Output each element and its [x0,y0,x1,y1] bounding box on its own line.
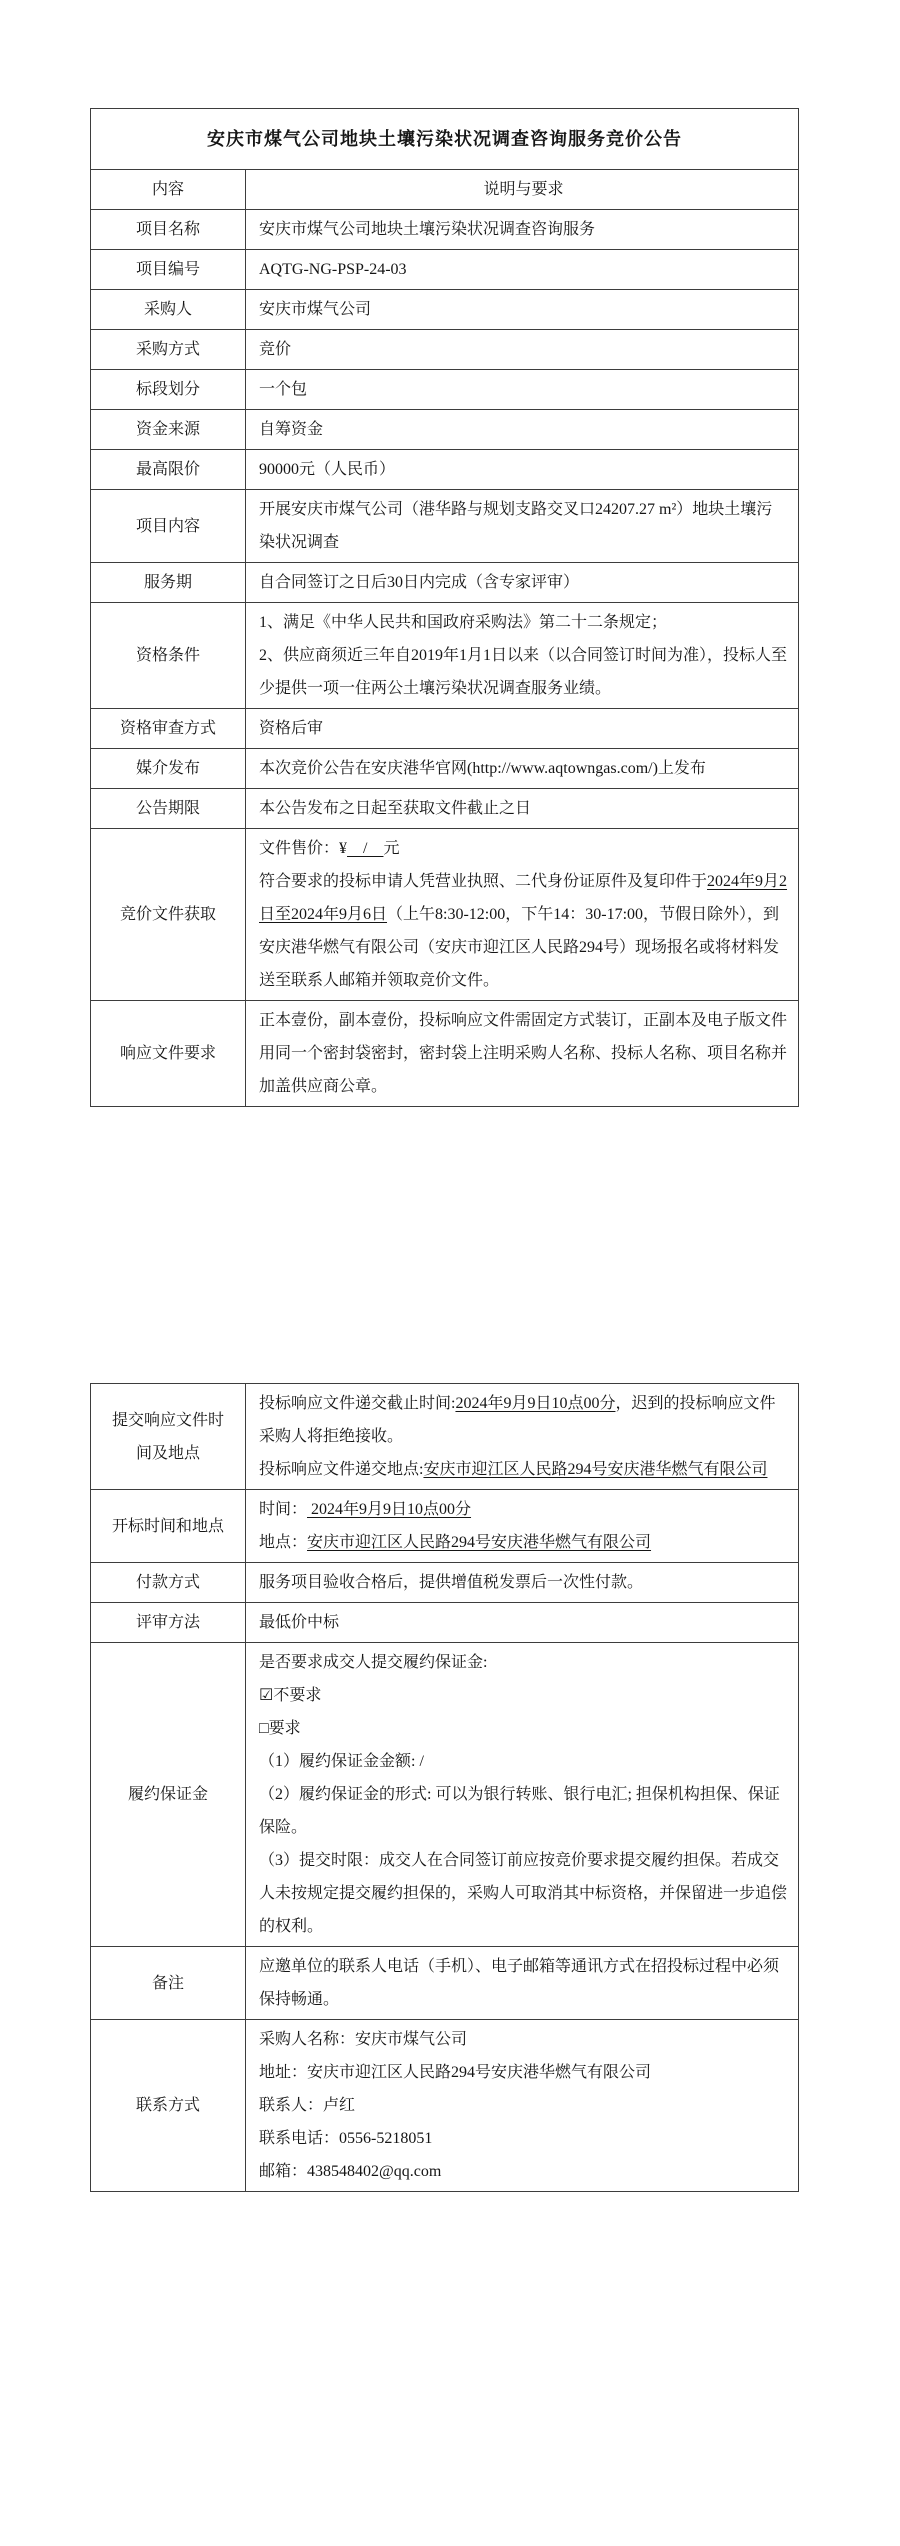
row-label: 项目编号 [91,250,246,290]
row-label: 采购方式 [91,330,246,370]
text-segment: 开展安庆市煤气公司（港华路与规划支路交叉口24207.27 m²）地块土壤污染状况调查 [259,501,773,551]
value-paragraph [259,1646,788,1679]
text-segment: 时间： [259,1501,308,1518]
text-segment: 是否要求成交人提交履约保证金: [259,1654,488,1671]
row-value [246,789,799,829]
row-label: 联系方式 [91,2020,246,2192]
text-segment: 地址：安庆市迎江区人民路294号安庆港华燃气有限公司 [259,2064,652,2081]
table-row [91,1001,799,1107]
row-label: 标段划分 [91,370,246,410]
checkbox-checked-icon: ☑ [259,1687,274,1704]
row-label: 竞价文件获取 [91,829,246,1001]
table-row [91,1603,799,1643]
value-paragraph [259,1679,788,1712]
value-paragraph [259,493,788,559]
row-value [246,170,799,210]
text-segment: 采购人名称：安庆市煤气公司 [259,2031,468,2048]
row-value [246,370,799,410]
text-segment: 联系人：卢红 [259,2097,356,2114]
document-title: 安庆市煤气公司地块土壤污染状况调查咨询服务竞价公告 [91,109,799,170]
text-segment: （3）提交时限：成交人在合同签订前应按竞价要求提交履约担保。若成交人未按规定提交履约担保的，采购人可取消其中标资格，并保留进一步追偿的权利。 [259,1852,788,1935]
table-row [91,709,799,749]
row-value [246,290,799,330]
row-value [246,250,799,290]
row-value [246,1603,799,1643]
document-title-row [91,109,799,170]
value-paragraph [259,213,788,246]
value-paragraph [259,373,788,406]
row-value [246,410,799,450]
text-segment: AQTG-NG-PSP-24-03 [259,261,407,278]
row-label: 资格条件 [91,603,246,709]
text-segment: 说明与要求 [483,181,564,198]
underlined-text: / [347,840,384,857]
table-row [91,490,799,563]
value-paragraph [259,1387,788,1453]
value-paragraph [259,2089,788,2122]
text-segment: 自合同签订之日后30日内完成（含专家评审） [259,574,580,591]
table-row [91,250,799,290]
text-segment: 资格后审 [259,720,324,737]
row-label: 备注 [91,1947,246,2020]
row-value [246,563,799,603]
value-paragraph [259,2122,788,2155]
table-row [91,789,799,829]
row-label: 资金来源 [91,410,246,450]
table-row [91,1643,799,1947]
text-segment: 邮箱：438548402@qq.com [259,2163,442,2180]
text-segment: 安庆市煤气公司地块土壤污染状况调查咨询服务 [259,221,596,238]
table-row [91,170,799,210]
announcement-table-page2 [90,1383,799,2192]
value-paragraph [259,333,788,366]
value-paragraph [259,1004,788,1103]
text-segment: 服务项目验收合格后，提供增值税发票后一次性付款。 [259,1574,644,1591]
row-label: 项目名称 [91,210,246,250]
text-segment: 一个包 [259,381,308,398]
text-segment: （2）履约保证金的形式: 可以为银行转账、银行电汇; 担保机构担保、保证保险。 [259,1786,780,1836]
text-segment: 本次竞价公告在安庆港华官网(http://www.aqtowngas.com/)上发布 [259,760,706,777]
row-value [246,1563,799,1603]
table-row [91,563,799,603]
row-label: 内容 [91,170,246,210]
row-label: 付款方式 [91,1563,246,1603]
table-row [91,829,799,1001]
value-paragraph [259,2056,788,2089]
value-paragraph [259,712,788,745]
value-paragraph [259,752,788,785]
row-label: 响应文件要求 [91,1001,246,1107]
text-segment: （1）履约保证金金额: / [259,1753,424,1770]
row-label: 项目内容 [91,490,246,563]
text-segment: 1、满足《中华人民共和国政府采购法》第二十二条规定； [259,614,668,631]
row-value [246,603,799,709]
row-value [246,210,799,250]
value-paragraph [259,865,788,997]
value-paragraph [259,2155,788,2188]
row-value [246,1947,799,2020]
row-value [246,490,799,563]
row-label: 履约保证金 [91,1643,246,1947]
text-segment: （上午8:30-12:00，下午14：30-17:00，节假日除外），到安庆港华燃气有限公司（安庆市迎江区人民路294号）现场报名或将材料发送至联系人邮箱并领取竞价文件。 [259,906,780,989]
text-segment: 90000元（人民币） [259,461,396,478]
text-segment: 安庆市煤气公司 [259,301,372,318]
table-row [91,749,799,789]
underlined-text: 安庆市迎江区人民路294号安庆港华燃气有限公司 [423,1461,768,1478]
table-row [91,1490,799,1563]
row-value [246,2020,799,2192]
table-row [91,290,799,330]
value-paragraph [259,1950,788,2016]
value-paragraph [259,1712,788,1745]
text-segment: 元 [383,840,400,857]
table-row [91,1384,799,1490]
row-value [246,1643,799,1947]
value-paragraph [259,792,788,825]
value-paragraph [259,293,788,326]
table-row [91,370,799,410]
value-paragraph [259,566,788,599]
text-segment: 2、供应商须近三年自2019年1月1日以来（以合同签订时间为准），投标人至少提供一项一住两公土壤污染状况调查服务业绩。 [259,647,788,697]
table-row [91,603,799,709]
row-value [246,450,799,490]
table-row [91,2020,799,2192]
underlined-text: 2024年9月2日至2024年9月6日 [259,873,788,923]
row-value [246,1490,799,1563]
checkbox-unchecked-icon: □ [259,1720,269,1737]
row-value [246,1384,799,1490]
text-segment: ，迟到的投标响应文件采购人将拒绝接收。 [259,1395,776,1445]
underlined-text: 2024年9月9日10点00分 [455,1395,616,1412]
text-segment: 自筹资金 [259,421,324,438]
text-segment: 符合要求的投标申请人凭营业执照、二代身份证原件及复印件于 [259,873,708,890]
text-segment: 联系电话：0556-5218051 [259,2130,433,2147]
value-paragraph [259,1844,788,1943]
underlined-text: 安庆市迎江区人民路294号安庆港华燃气有限公司 [307,1534,652,1551]
row-label: 采购人 [91,290,246,330]
announcement-table-page1-body [91,109,799,1107]
text-segment: 正本壹份，副本壹份，投标响应文件需固定方式装订，正副本及电子版文件用同一个密封袋密封，密封袋上注明采购人名称、投标人名称、项目名称并加盖供应商公章。 [259,1012,788,1095]
text-segment: 要求 [268,1720,301,1737]
text-segment: 应邀单位的联系人电话（手机）、电子邮箱等通讯方式在招投标过程中必须保持畅通。 [259,1958,780,2008]
row-label: 资格审查方式 [91,709,246,749]
row-label: 服务期 [91,563,246,603]
row-label: 评审方法 [91,1603,246,1643]
value-paragraph [259,1526,788,1559]
value-paragraph [259,1566,788,1599]
announcement-table-page2-body [91,1384,799,2192]
row-label: 开标时间和地点 [91,1490,246,1563]
text-segment: 投标响应文件递交地点: [259,1461,424,1478]
table-row [91,330,799,370]
text-segment: 文件售价：¥ [259,840,348,857]
table-row [91,210,799,250]
text-segment: 竞价 [259,341,292,358]
table-row [91,1563,799,1603]
value-paragraph [259,1745,788,1778]
text-segment: 本公告发布之日起至获取文件截止之日 [259,800,532,817]
value-paragraph [259,606,788,639]
row-label: 提交响应文件时间及地点 [91,1384,246,1490]
text-segment: 不要求 [273,1687,322,1704]
row-value [246,330,799,370]
value-paragraph [259,453,788,486]
value-paragraph [259,413,788,446]
value-paragraph [259,1453,788,1486]
announcement-table-page1 [90,108,799,1107]
row-value [246,749,799,789]
row-value [246,1001,799,1107]
value-paragraph [259,1778,788,1844]
text-segment: 最低价中标 [259,1614,340,1631]
table-row [91,1947,799,2020]
table-row [91,450,799,490]
value-paragraph [259,639,788,705]
row-label: 公告期限 [91,789,246,829]
table-row [91,410,799,450]
row-label: 媒介发布 [91,749,246,789]
value-paragraph [259,2023,788,2056]
text-segment: 投标响应文件递交截止时间: [259,1395,456,1412]
value-paragraph [259,1606,788,1639]
value-paragraph [259,253,788,286]
value-paragraph [259,173,788,206]
row-value [246,829,799,1001]
row-value [246,709,799,749]
value-paragraph [259,1493,788,1526]
underlined-text: 2024年9月9日10点00分 [307,1501,472,1518]
text-segment: 地点： [259,1534,308,1551]
value-paragraph [259,832,788,865]
row-label: 最高限价 [91,450,246,490]
